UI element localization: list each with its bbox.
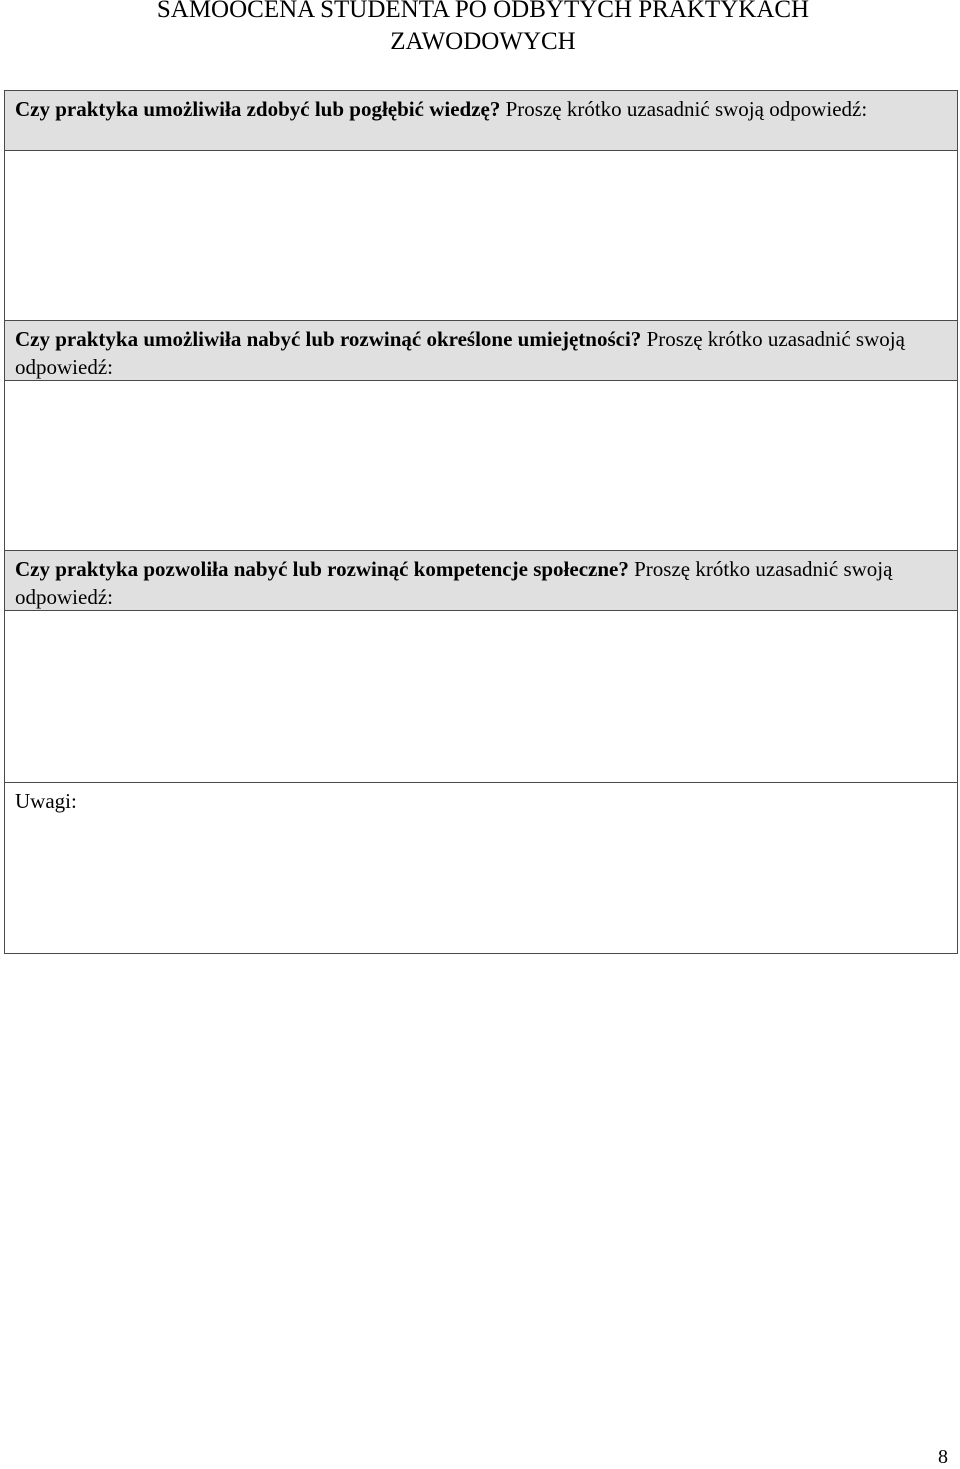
answer-skills-field[interactable] [5,381,957,551]
page-title-line-1: SAMOOCENA STUDENTA PO ODBYTYCH PRAKTYKACH [156,0,810,23]
question-knowledge-header [5,91,957,151]
answer-social-competences-field[interactable] [5,611,957,783]
question-knowledge-text: Czy praktyka umożliwiła zdobyć lub pogłębić wiedzę? [15,97,501,121]
page-title [0,0,960,58]
question-skills-text: Czy praktyka umożliwiła nabyć lub rozwinąć określone umiejętności? [15,327,642,351]
page-number: 8 [938,1446,948,1468]
remarks-label: Uwagi: [15,789,77,813]
question-skills-header [5,321,957,381]
question-social-competences-instruction: Proszę krótko uzasadnić swoją odpowiedź: [15,557,893,609]
question-knowledge-instruction: Proszę krótko uzasadnić swoją odpowiedź: [500,97,868,121]
answer-knowledge-field[interactable] [5,151,957,321]
question-social-competences-header [5,551,957,611]
question-social-competences-text: Czy praktyka pozwoliła nabyć lub rozwinąć kompetencje społeczne? [15,557,629,581]
question-skills-instruction: Proszę krótko uzasadnić swoją odpowiedź: [15,327,905,379]
page-title-line-2: ZAWODOWYCH [390,28,576,55]
self-assessment-form [4,90,958,954]
remarks-field[interactable] [5,783,957,953]
